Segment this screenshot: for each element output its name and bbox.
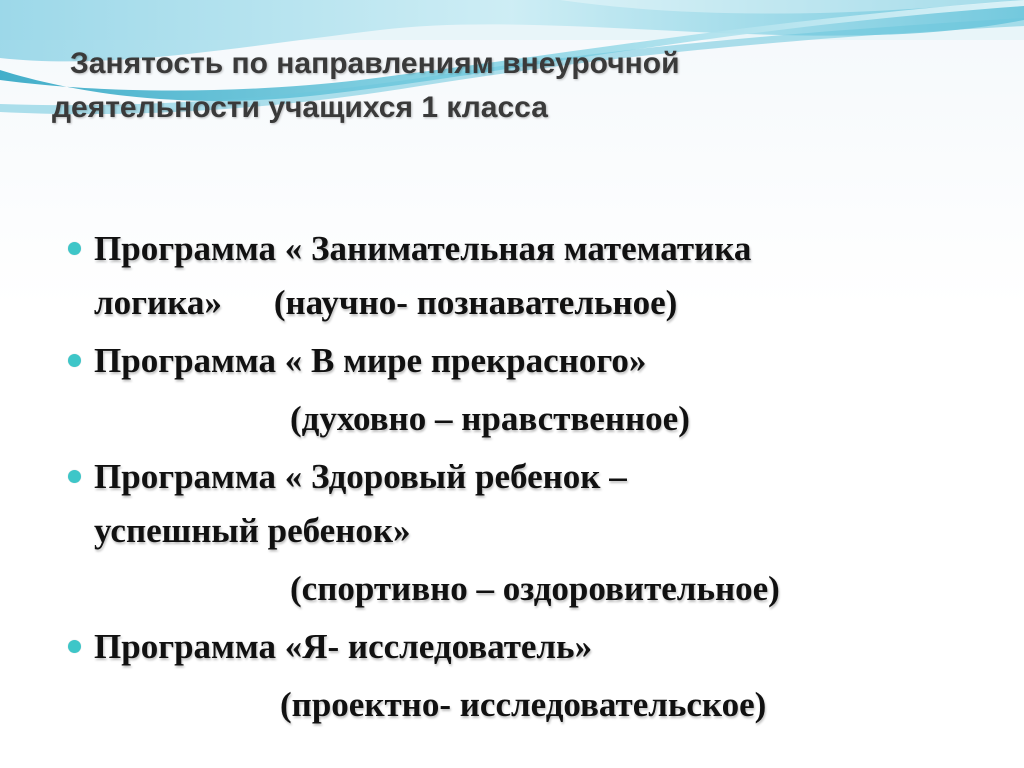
- bullet-icon: [68, 640, 81, 653]
- bullet-icon: [68, 354, 81, 367]
- list-item: [64, 222, 964, 330]
- program-name-line-2: успешный ребенок»: [94, 511, 411, 550]
- program-name-line-1: Программа « Здоровый ребенок –: [94, 457, 627, 496]
- title-line-2: деятельности учащихся 1 класса: [52, 91, 548, 124]
- program-name-line-1: Программа « В мире прекрасного»: [94, 341, 647, 380]
- program-list: [64, 222, 964, 732]
- list-item: [64, 450, 964, 616]
- bullet-icon: [68, 470, 81, 483]
- program-name-line-2: логика»: [94, 283, 222, 322]
- list-item: [64, 334, 964, 446]
- list-item: [64, 620, 964, 732]
- program-name-line-1: Программа « Занимательная математика: [94, 229, 752, 268]
- program-category: (научно- познавательное): [273, 283, 678, 322]
- program-category: (проектно- исследовательское): [280, 685, 767, 724]
- program-name-line-1: Программа «Я- исследователь»: [94, 627, 593, 666]
- program-category: (духовно – нравственное): [290, 399, 690, 438]
- program-category: (спортивно – оздоровительное): [290, 569, 780, 608]
- title-line-1: Занятость по направлениям внеурочной: [70, 47, 680, 80]
- bullet-icon: [68, 242, 81, 255]
- slide-title: [52, 42, 952, 130]
